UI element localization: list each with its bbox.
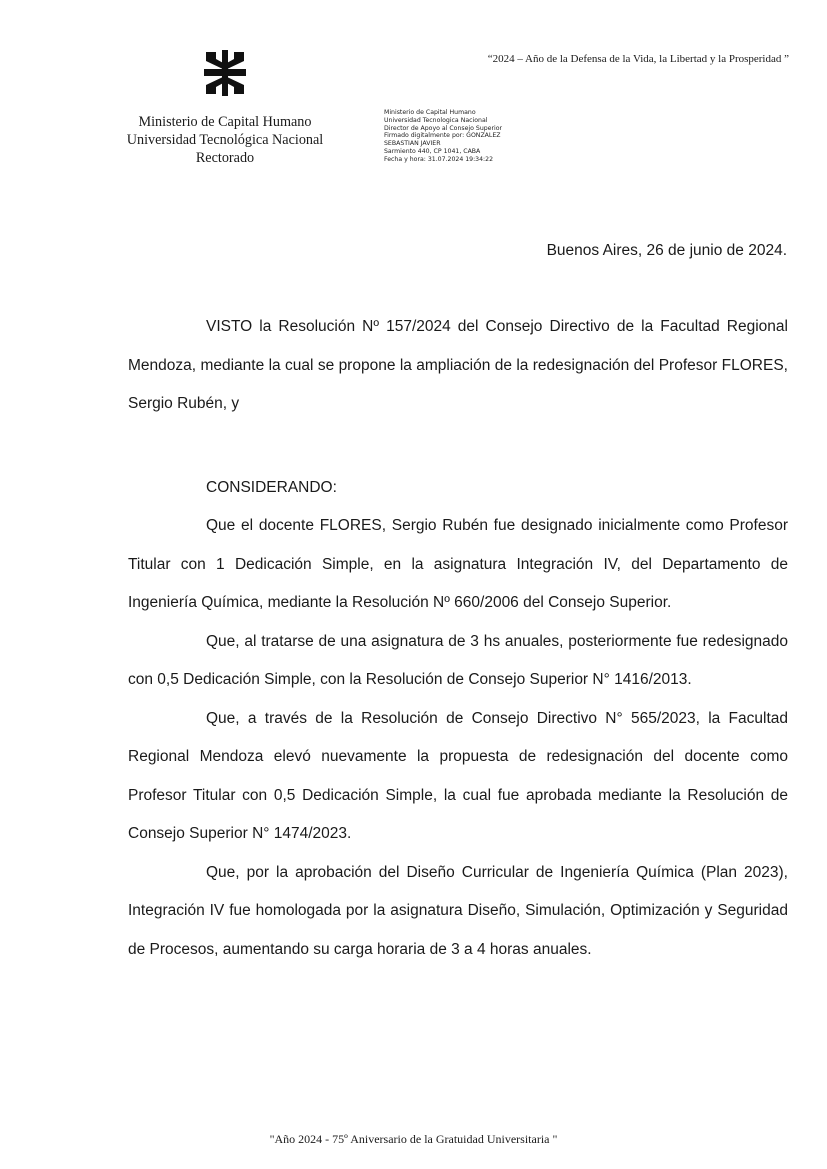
institution-office: Rectorado: [195, 150, 255, 166]
signature-line: SEBASTIAN JAVIER: [384, 140, 441, 148]
signature-line: Sarmiento 440, CP 1041, CABA: [384, 147, 481, 155]
signature-line: Firmado digitalmente por: GONZALEZ: [384, 132, 501, 140]
considerando-body: [128, 507, 788, 969]
considerando-paragraph: Que el docente FLORES, Sergio Rubén fue designado inicialmente como Profesor Titular con 1 Dedicación Simple, en la asignatura Integración IV, del Departamento de Ingeniería Química, mediante la Resolución Nº 660/2006 del Consejo Superior.: [128, 517, 788, 611]
signature-line: Fecha y hora: 31.07.2024 19:34:22: [384, 155, 494, 163]
considerando-heading: CONSIDERANDO:: [206, 479, 337, 496]
digital-signature-stamp: [384, 109, 502, 164]
signature-line: Director de Apoyo al Consejo Superior: [384, 124, 503, 132]
utn-logo-icon: [204, 50, 246, 96]
visto-section: [128, 308, 788, 424]
considerando-paragraph: Que, a través de la Resolución de Consejo Directivo N° 565/2023, la Facultad Regional Mendoza elevó nuevamente la propuesta de redesignación del docente como Profesor Titular con 0,5 Dedicación Simple, la cual fue aprobada mediante la Resolución de Consejo Superior N° 1474/2023.: [128, 709, 788, 842]
institution-ministry: Ministerio de Capital Humano: [138, 114, 312, 130]
visto-paragraph: VISTO la Resolución Nº 157/2024 del Consejo Directivo de la Facultad Regional Mendoza, mediante la cual se propone la ampliación de la redesignación del Profesor FLORES, Sergio Rubén, y: [128, 318, 788, 412]
signature-line: Universidad Tecnologica Nacional: [384, 116, 488, 124]
considerando-paragraph: Que, al tratarse de una asignatura de 3 hs anuales, posteriormente fue redesignado con 0,5 Dedicación Simple, con la Resolución de Consejo Superior N° 1416/2013.: [128, 632, 788, 688]
considerando-paragraph: Que, por la aprobación del Diseño Curricular de Ingeniería Química (Plan 2023), Integración IV fue homologada por la asignatura Diseño, Simulación, Optimización y Seguridad de Procesos, aumentando su carga horaria de 3 a 4 horas anuales.: [128, 863, 788, 958]
footer-motto: "Año 2024 - 75º Aniversario de la Gratuidad Universitaria ": [269, 1132, 558, 1146]
institution-block: [112, 113, 338, 167]
document-date: Buenos Aires, 26 de junio de 2024.: [546, 242, 787, 259]
header-motto: “2024 – Año de la Defensa de la Vida, la Libertad y la Prosperidad ”: [487, 53, 789, 65]
institution-university: Universidad Tecnológica Nacional: [126, 132, 324, 148]
signature-line: Ministerio de Capital Humano: [384, 109, 476, 116]
